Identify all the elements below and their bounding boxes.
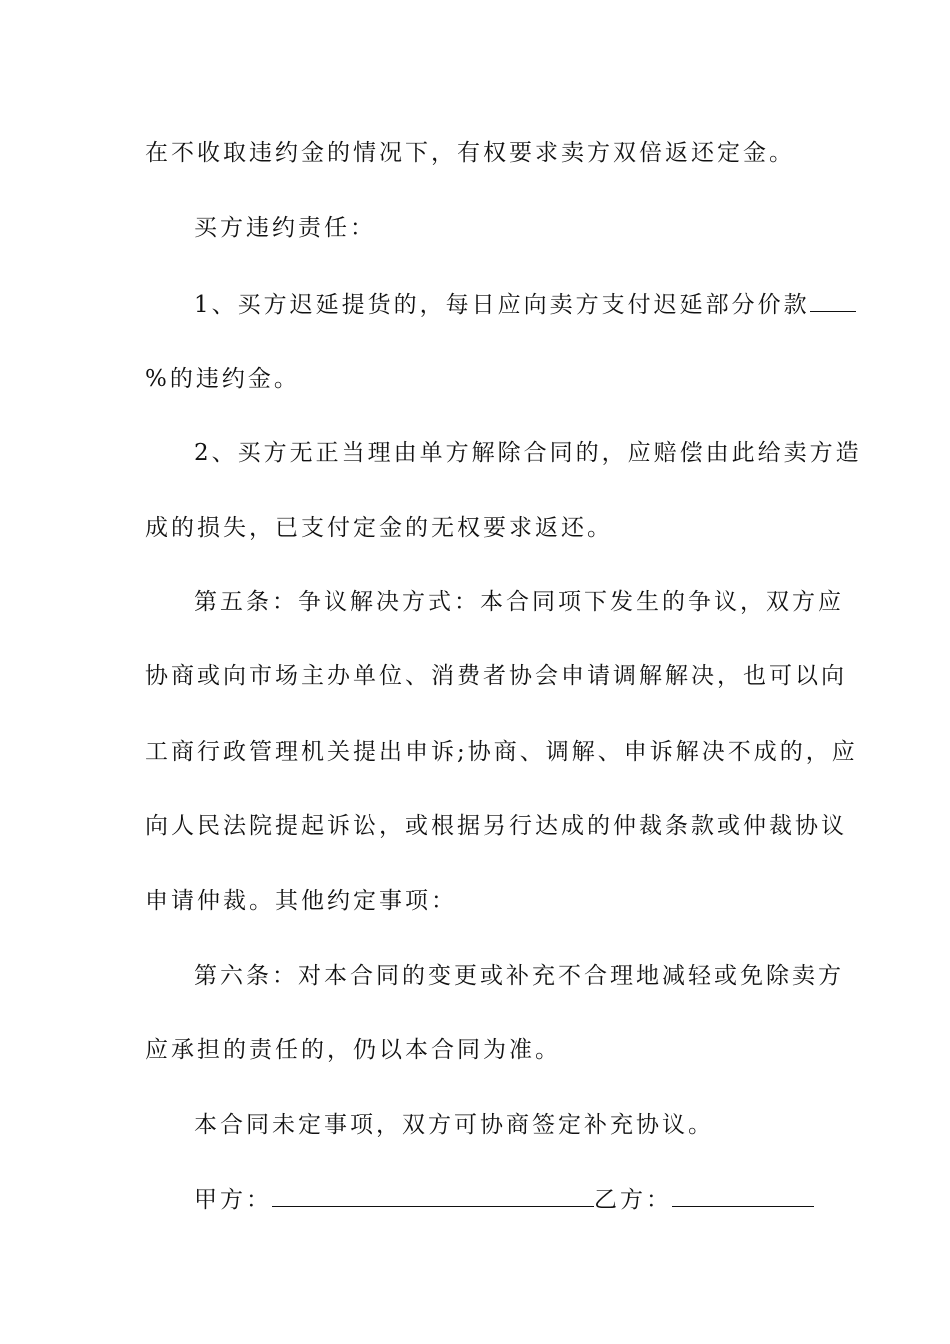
party-a-signature-field[interactable] bbox=[272, 1184, 594, 1207]
clause-text: 1、买方迟延提货的，每日应向卖方支付迟延部分价款 bbox=[194, 292, 810, 318]
fill-in-blank[interactable] bbox=[810, 289, 856, 312]
party-b-signature-field[interactable] bbox=[672, 1184, 814, 1207]
paragraph-line: 工商行政管理机关提出申诉;协商、调解、申诉解决不成的，应 bbox=[145, 739, 858, 765]
paragraph-line: 本合同未定事项，双方可协商签定补充协议。 bbox=[194, 1112, 714, 1138]
paragraph-line: 向人民法院提起诉讼，或根据另行达成的仲裁条款或仲裁协议 bbox=[145, 813, 847, 839]
party-b-label: 乙方： bbox=[594, 1187, 672, 1213]
paragraph-line: 第五条：争议解决方式：本合同项下发生的争议，双方应 bbox=[194, 589, 844, 615]
paragraph-line: 协商或向市场主办单位、消费者协会申请调解解决，也可以向 bbox=[145, 663, 847, 689]
paragraph-line: %的违约金。 bbox=[145, 366, 300, 392]
paragraph-line: 成的损失，已支付定金的无权要求返还。 bbox=[145, 515, 613, 541]
paragraph-line: 申请仲裁。其他约定事项： bbox=[145, 888, 457, 914]
paragraph-line: 应承担的责任的，仍以本合同为准。 bbox=[145, 1037, 561, 1063]
section-heading-buyer-liability: 买方违约责任： bbox=[194, 215, 376, 241]
paragraph-line: 2、买方无正当理由单方解除合同的，应赔偿由此给卖方造 bbox=[194, 440, 862, 466]
paragraph-line: 第六条：对本合同的变更或补充不合理地减轻或免除卖方 bbox=[194, 963, 844, 989]
party-a-label: 甲方： bbox=[194, 1187, 272, 1213]
paragraph-line: 在不收取违约金的情况下，有权要求卖方双倍返还定金。 bbox=[145, 140, 795, 166]
signature-line bbox=[194, 1184, 809, 1215]
paragraph-line bbox=[194, 289, 859, 320]
